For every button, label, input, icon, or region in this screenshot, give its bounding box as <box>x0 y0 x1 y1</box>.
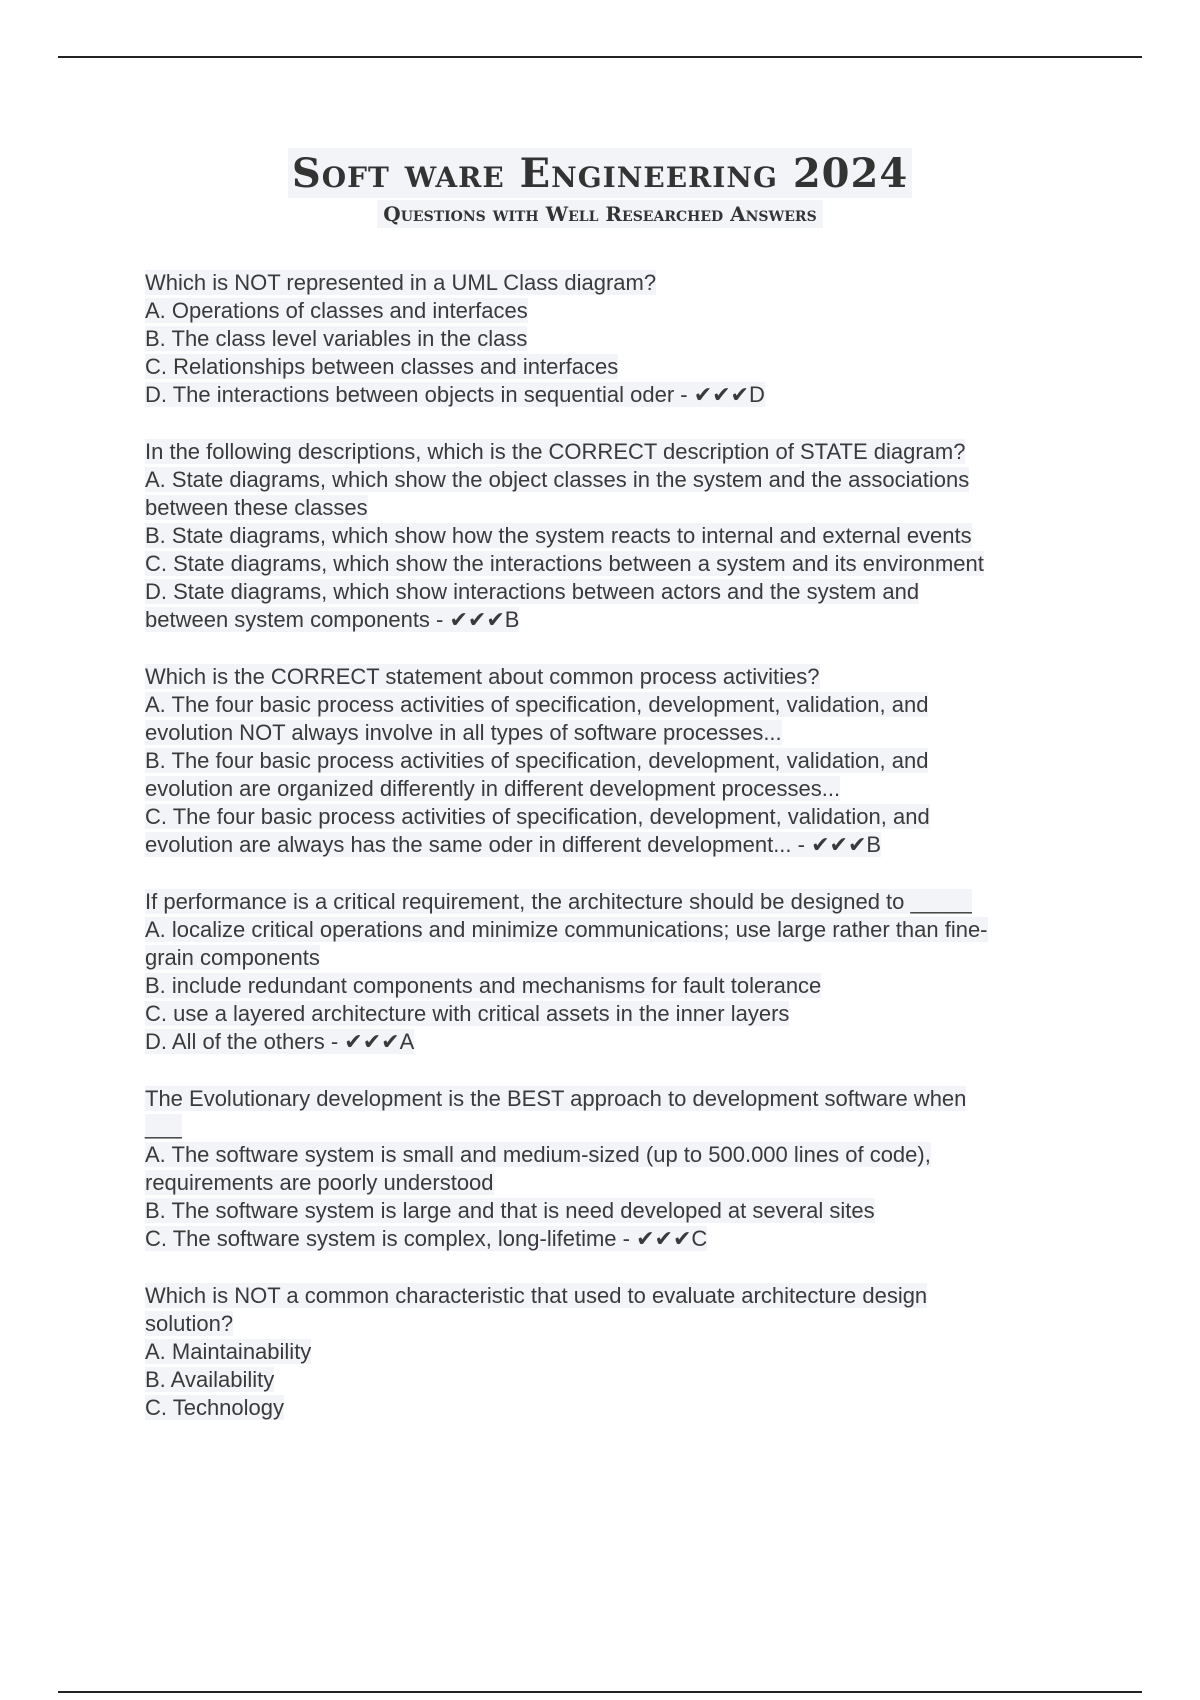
line-text: D. The interactions between objects in sequential oder - ✔✔✔D <box>145 382 765 407</box>
question-line <box>145 747 1075 775</box>
question-line <box>145 1338 1075 1366</box>
question-line <box>145 1169 1075 1197</box>
question-line <box>145 1225 1075 1253</box>
line-text: D. All of the others - ✔✔✔A <box>145 1029 415 1054</box>
question-line <box>145 1394 1075 1422</box>
line-text: C. The four basic process activities of specification, development, validation, and <box>145 804 930 829</box>
top-rule <box>58 56 1142 58</box>
question-block <box>145 888 1075 1056</box>
question-text <box>145 888 1075 916</box>
line-text: C. The software system is complex, long-lifetime - ✔✔✔C <box>145 1226 708 1251</box>
line-text: A. State diagrams, which show the object classes in the system and the associations <box>145 467 970 492</box>
question-line <box>145 1366 1075 1394</box>
question-line <box>145 1000 1075 1028</box>
question-text <box>145 1282 1075 1310</box>
question-line <box>145 606 1075 634</box>
line-text: A. The software system is small and medium-sized (up to 500.000 lines of code), <box>145 1142 931 1167</box>
line-text: The Evolutionary development is the BEST approach to development software when <box>145 1086 967 1111</box>
line-text: evolution NOT always involve in all types of software processes... <box>145 720 782 745</box>
line-text: A. localize critical operations and minimize communications; use large rather than fine- <box>145 917 988 942</box>
question-line <box>145 803 1075 831</box>
line-text: between these classes <box>145 495 368 520</box>
line-text: If performance is a critical requirement, the architecture should be designed to _____ <box>145 889 972 914</box>
bottom-rule <box>58 1691 1142 1693</box>
document-title: Soft ware Engineering 2024 <box>291 150 909 197</box>
question-line <box>145 522 1075 550</box>
question-line <box>145 916 1075 944</box>
question-text <box>145 438 1075 466</box>
question-block <box>145 269 1075 409</box>
subtitle-block <box>377 200 822 228</box>
line-text: requirements are poorly understood <box>145 1170 494 1195</box>
line-text: B. State diagrams, which show how the system reacts to internal and external events <box>145 523 972 548</box>
line-text: Which is NOT represented in a UML Class diagram? <box>145 270 657 295</box>
question-line <box>145 550 1075 578</box>
line-text: A. Operations of classes and interfaces <box>145 298 528 323</box>
question-line <box>145 466 1075 494</box>
question-line <box>145 719 1075 747</box>
line-text: B. Availability <box>145 1367 275 1392</box>
question-text <box>145 269 1075 297</box>
question-line <box>145 325 1075 353</box>
question-line <box>145 1113 1075 1141</box>
question-line <box>145 944 1075 972</box>
line-text: C. State diagrams, which show the interactions between a system and its environment <box>145 551 984 576</box>
question-line <box>145 353 1075 381</box>
line-text: A. The four basic process activities of specification, development, validation, and <box>145 692 929 717</box>
line-text: solution? <box>145 1311 234 1336</box>
question-line <box>145 691 1075 719</box>
line-text: grain components <box>145 945 320 970</box>
title-block <box>288 148 912 198</box>
line-text: Which is the CORRECT statement about common process activities? <box>145 664 820 689</box>
question-line <box>145 1141 1075 1169</box>
question-line <box>145 494 1075 522</box>
question-line <box>145 1197 1075 1225</box>
question-line <box>145 1310 1075 1338</box>
question-block <box>145 663 1075 859</box>
question-line <box>145 831 1075 859</box>
line-text: B. include redundant components and mechanisms for fault tolerance <box>145 973 822 998</box>
line-text: C. Technology <box>145 1395 285 1420</box>
line-text: between system components - ✔✔✔B <box>145 607 520 632</box>
document-header <box>0 148 1200 228</box>
line-text: C. Relationships between classes and interfaces <box>145 354 619 379</box>
question-line <box>145 1028 1075 1056</box>
questions-list <box>145 269 1075 1451</box>
question-text <box>145 663 1075 691</box>
question-block <box>145 1282 1075 1422</box>
question-line <box>145 775 1075 803</box>
line-text: C. use a layered architecture with critical assets in the inner layers <box>145 1001 790 1026</box>
question-block <box>145 1085 1075 1253</box>
question-line <box>145 972 1075 1000</box>
line-text: evolution are always has the same oder in different development... - ✔✔✔B <box>145 832 882 857</box>
line-text: ___ <box>145 1114 182 1139</box>
line-text: B. The class level variables in the class <box>145 326 528 351</box>
line-text: B. The four basic process activities of specification, development, validation, and <box>145 748 929 773</box>
line-text: evolution are organized differently in different development processes... <box>145 776 841 801</box>
line-text: B. The software system is large and that is need developed at several sites <box>145 1198 875 1223</box>
question-line <box>145 578 1075 606</box>
line-text: D. State diagrams, which show interactions between actors and the system and <box>145 579 920 604</box>
line-text: Which is NOT a common characteristic that used to evaluate architecture design <box>145 1283 928 1308</box>
document-subtitle: Questions with Well Researched Answers <box>383 202 817 226</box>
question-line <box>145 297 1075 325</box>
question-block <box>145 438 1075 634</box>
question-text <box>145 1085 1075 1113</box>
question-line <box>145 381 1075 409</box>
line-text: A. Maintainability <box>145 1339 312 1364</box>
line-text: In the following descriptions, which is the CORRECT description of STATE diagram? <box>145 439 966 464</box>
